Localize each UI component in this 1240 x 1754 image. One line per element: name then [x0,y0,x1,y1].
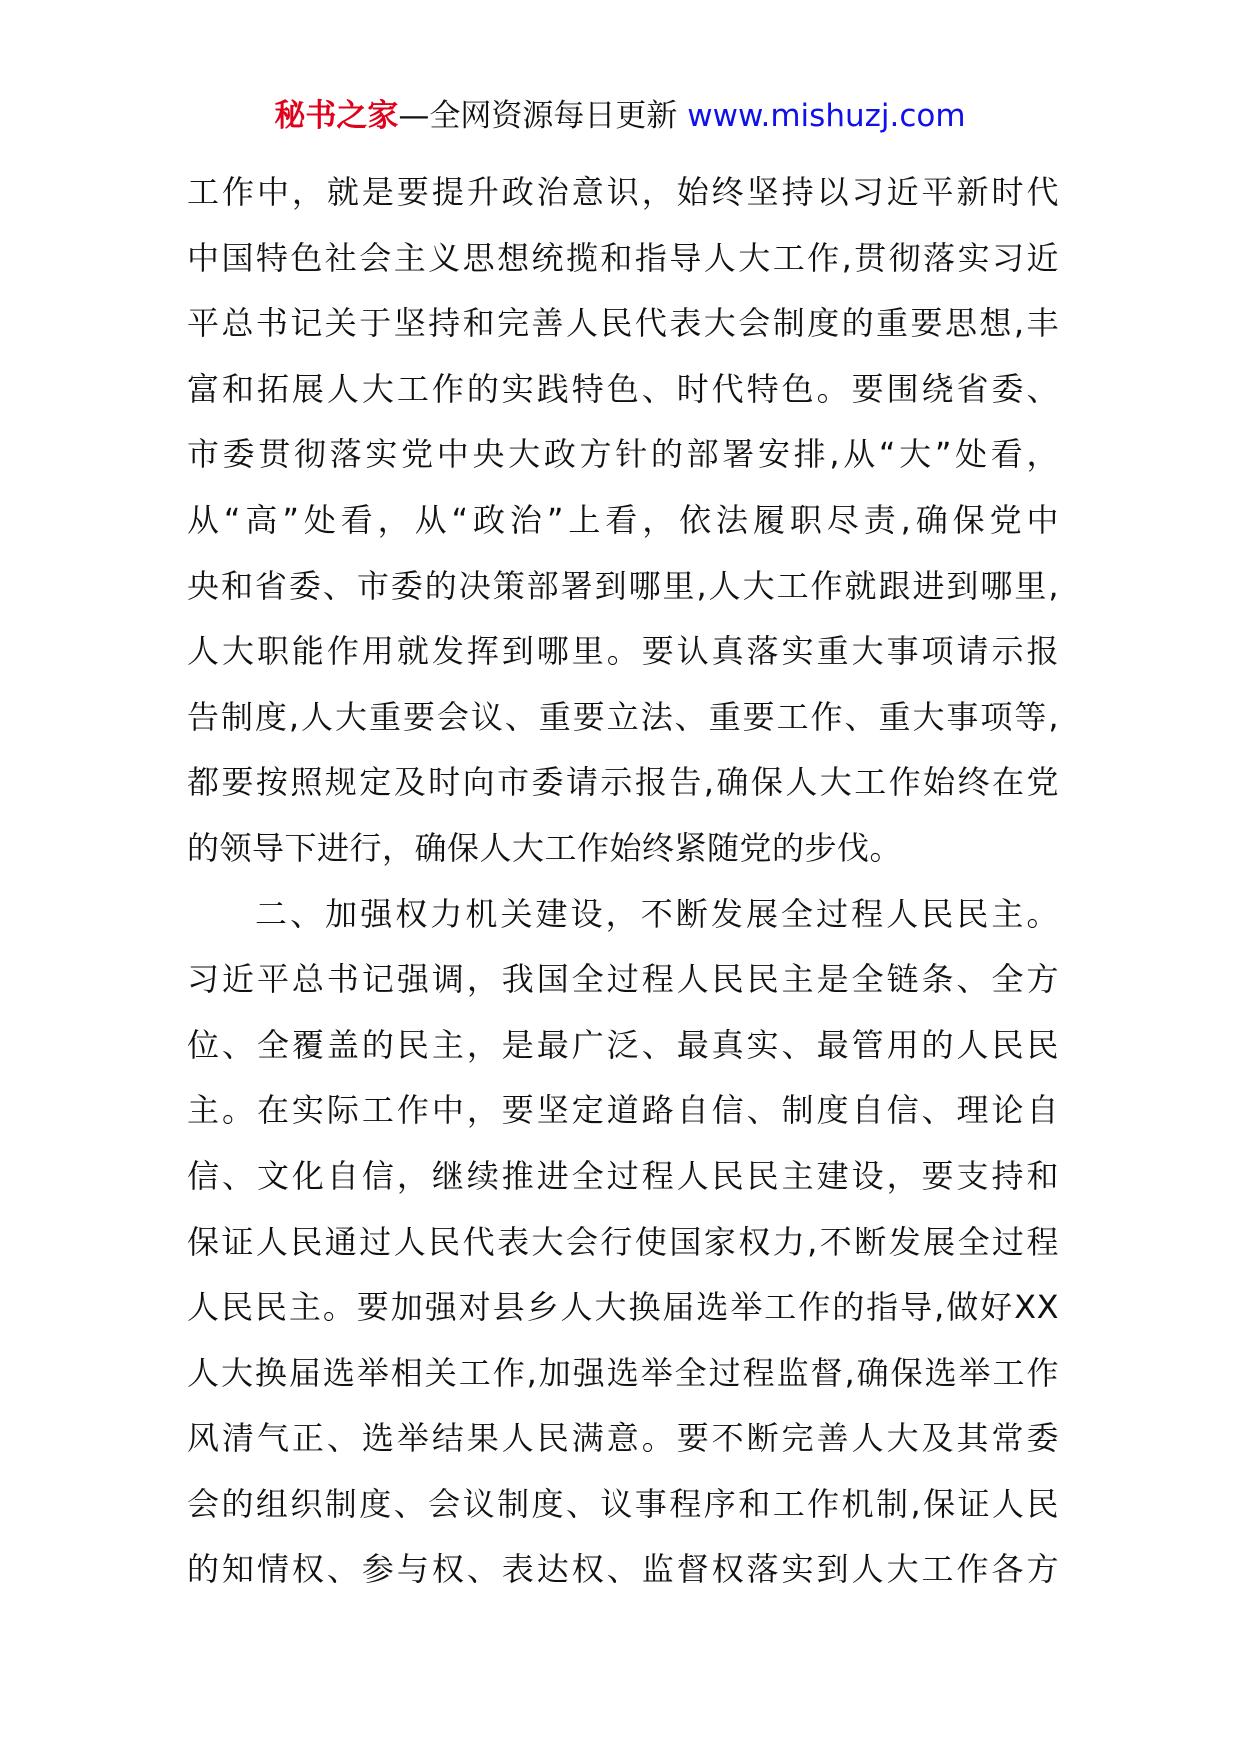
body-line: 告制度,人大重要会议、重要立法、重要工作、重大事项等, [187,697,1059,736]
body-line: 的知情权、参与权、表达权、监督权落实到人大工作各方 [187,1550,1059,1589]
body-line: 平总书记关于坚持和完善人民代表大会制度的重要思想,丰 [187,304,1059,343]
section-heading: 二、加强权力机关建设，不断发展全过程人民民主。 [255,894,1059,933]
body-line: 从“高”处看，从“政治”上看，依法履职尽责,确保党中 [187,500,1059,539]
header-tagline: —全网资源每日更新 [398,98,678,134]
header-site-link[interactable]: www.mishuzj.com [687,98,966,134]
body-line: 央和省委、市委的决策部署到哪里,人大工作就跟进到哪里, [187,566,1059,605]
body-line: 人大换届选举相关工作,加强选举全过程监督,确保选举工作 [187,1353,1059,1392]
body-line: 习近平总书记强调，我国全过程人民民主是全链条、全方 [187,960,1059,999]
document-body [187,160,1059,1603]
body-line: 富和拓展人大工作的实践特色、时代特色。要围绕省委、 [187,369,1059,408]
body-line: 工作中，就是要提升政治意识，始终坚持以习近平新时代 [187,173,1059,211]
body-line: 人大职能作用就发挥到哪里。要认真落实重大事项请示报 [187,632,1059,671]
body-line: 风清气正、选举结果人民满意。要不断完善人大及其常委 [187,1419,1059,1458]
body-line: 会的组织制度、会议制度、议事程序和工作机制,保证人民 [187,1484,1059,1523]
body-line: 的领导下进行，确保人大工作始终紧随党的步伐。 [187,828,903,867]
body-line: 位、全覆盖的民主，是最广泛、最真实、最管用的人民民 [187,1025,1059,1064]
body-line: 主。在实际工作中，要坚定道路自信、制度自信、理论自 [187,1091,1059,1130]
header-brand: 秘书之家 [274,98,399,134]
body-line: 保证人民通过人民代表大会行使国家权力,不断发展全过程 [187,1222,1059,1261]
body-line: 人民民主。要加强对县乡人大换届选举工作的指导,做好XX [187,1288,1059,1327]
body-line: 市委贯彻落实党中央大政方针的部署安排,从“大”处看， [187,435,1059,474]
body-line: 都要按照规定及时向市委请示报告,确保人大工作始终在党 [187,763,1059,802]
body-line: 信、文化自信，继续推进全过程人民民主建设，要支持和 [187,1156,1059,1195]
page-header [0,96,1240,136]
body-line: 中国特色社会主义思想统揽和指导人大工作,贯彻落实习近 [187,238,1059,277]
